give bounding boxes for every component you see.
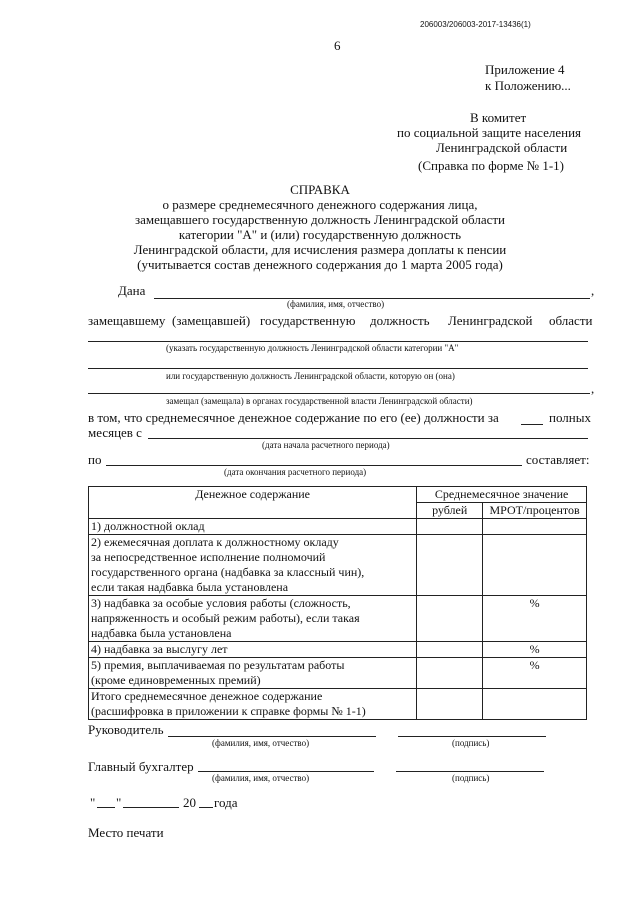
row-text: за непосредственное исполнение полномочий xyxy=(91,550,326,564)
col-mrot-header: МРОТ/процентов xyxy=(483,503,587,519)
stamp-label: Место печати xyxy=(88,825,164,840)
date-month-field[interactable] xyxy=(123,807,179,808)
that-text: в том, что среднемесячное денежное содержание по его (ее) должности за xyxy=(88,410,499,425)
end-date-hint: (дата окончания расчетного периода) xyxy=(224,467,367,477)
head-label: Руководитель xyxy=(88,722,164,737)
table-row xyxy=(89,519,587,535)
title-line4: Ленинградской области, для исчисления размера доплаты к пенсии xyxy=(133,242,507,257)
head-name-field[interactable] xyxy=(168,736,376,737)
accountant-sign-hint: (подпись) xyxy=(452,773,490,783)
row-text: государственного органа (надбавка за классный чин), xyxy=(91,565,365,579)
col-rub-header: рублей xyxy=(417,503,483,519)
accountant-label: Главный бухгалтер xyxy=(88,759,194,774)
row-text: 2) ежемесячная доплата к должностному окладу xyxy=(91,535,339,549)
position-hint-3: замещал (замещала) в органах государственной власти Ленинградской области) xyxy=(166,396,473,406)
amounts-label: составляет: xyxy=(526,452,590,467)
head-sign-hint: (подпись) xyxy=(452,738,490,748)
title-heading: СПРАВКА xyxy=(290,182,350,197)
head-name-hint: (фамилия, имя, отчество) xyxy=(212,738,310,748)
accountant-name-field[interactable] xyxy=(198,771,374,772)
replacing-word: (замещавшей) xyxy=(172,313,251,328)
start-date-field[interactable] xyxy=(148,438,588,439)
row-text: 3) надбавка за особые условия работы (сложность, xyxy=(91,596,351,610)
date-year-field[interactable] xyxy=(199,807,213,808)
replacing-word: замещавшему xyxy=(88,313,166,328)
appendix-line1: Приложение 4 xyxy=(485,62,565,77)
rub-cell[interactable] xyxy=(417,658,483,689)
mrot-cell[interactable] xyxy=(483,535,587,596)
rub-cell[interactable] xyxy=(417,642,483,658)
row-text: 1) должностной оклад xyxy=(91,519,205,533)
mrot-cell[interactable]: % xyxy=(483,596,587,642)
months-label: месяцев с xyxy=(88,425,142,440)
row-text: 5) премия, выплачиваемая по результатам работы xyxy=(91,658,345,672)
replacing-word: Ленинградской xyxy=(448,313,533,328)
start-date-hint: (дата начала расчетного периода) xyxy=(262,440,390,450)
position-field-2[interactable] xyxy=(88,368,588,369)
col-content-header: Денежное содержание xyxy=(89,487,417,519)
rub-cell[interactable] xyxy=(417,519,483,535)
date-year-prefix: 20 xyxy=(183,795,196,810)
row-text: надбавка была установлена xyxy=(91,626,232,640)
replacing-word: должность xyxy=(370,313,430,328)
end-date-field[interactable] xyxy=(106,465,522,466)
row-text: Итого среднемесячное денежное содержание xyxy=(91,689,323,703)
to-label: по xyxy=(88,452,102,467)
accountant-name-hint: (фамилия, имя, отчество) xyxy=(212,773,310,783)
mrot-cell[interactable] xyxy=(483,689,587,720)
position-field-3[interactable] xyxy=(88,393,590,394)
mrot-cell[interactable] xyxy=(483,519,587,535)
addressee-line2: по социальной защите населения xyxy=(397,125,582,140)
replacing-word: области xyxy=(549,313,593,328)
table-row xyxy=(89,689,587,720)
table-row xyxy=(89,658,587,689)
months-count-field[interactable] xyxy=(521,424,543,425)
page-number: 6 xyxy=(334,38,341,53)
appendix-line2: к Положению... xyxy=(485,78,571,93)
date-day-field[interactable] xyxy=(97,807,115,808)
position-hint: (указать государственную должность Ленинградской области категории "А" xyxy=(166,343,459,353)
position-hint-2: или государственную должность Ленинградской области, которую он (она) xyxy=(166,371,455,381)
title-line3: категории "А" и (или) государственную должность xyxy=(178,227,462,242)
rub-cell[interactable] xyxy=(417,689,483,720)
replacing-word: государственную xyxy=(260,313,356,328)
date-quote-open: " xyxy=(90,795,96,810)
addressee-line3: Ленинградской области xyxy=(436,140,568,155)
full-label: полных xyxy=(549,410,591,425)
title-line2: замещавшего государственную должность Ленинградской области xyxy=(134,212,505,227)
given-label: Дана xyxy=(118,283,146,298)
mrot-cell[interactable]: % xyxy=(483,642,587,658)
date-suffix: года xyxy=(214,795,238,810)
rub-cell[interactable] xyxy=(417,535,483,596)
table-row xyxy=(89,535,587,596)
accountant-signature-field[interactable] xyxy=(396,771,544,772)
row-text: (расшифровка в приложении к справке формы № 1-1) xyxy=(91,704,366,718)
row-text: (кроме единовременных премий) xyxy=(91,673,261,687)
title-line5: (учитывается состав денежного содержания до 1 марта 2005 года) xyxy=(137,257,503,272)
title-line1: о размере среднемесячного денежного содержания лица, xyxy=(162,197,478,212)
row-text: напряженность и особый режим работы), если такая xyxy=(91,611,360,625)
table-row xyxy=(89,596,587,642)
addressee-line1: В комитет xyxy=(470,110,527,125)
form-label: (Справка по форме № 1-1) xyxy=(418,158,564,173)
date-quote-close: " xyxy=(116,795,122,810)
salary-table xyxy=(88,486,587,720)
table-row xyxy=(89,642,587,658)
row-text: если такая надбавка была установлена xyxy=(91,580,289,594)
given-name-hint: (фамилия, имя, отчество) xyxy=(287,299,385,309)
mrot-cell[interactable]: % xyxy=(483,658,587,689)
position-field-1[interactable] xyxy=(88,341,588,342)
col-avg-header: Среднемесячное значение xyxy=(417,487,587,503)
document-number: 206003/206003-2017-13436(1) xyxy=(420,20,531,29)
rub-cell[interactable] xyxy=(417,596,483,642)
head-signature-field[interactable] xyxy=(398,736,546,737)
row-text: 4) надбавка за выслугу лет xyxy=(91,642,228,656)
